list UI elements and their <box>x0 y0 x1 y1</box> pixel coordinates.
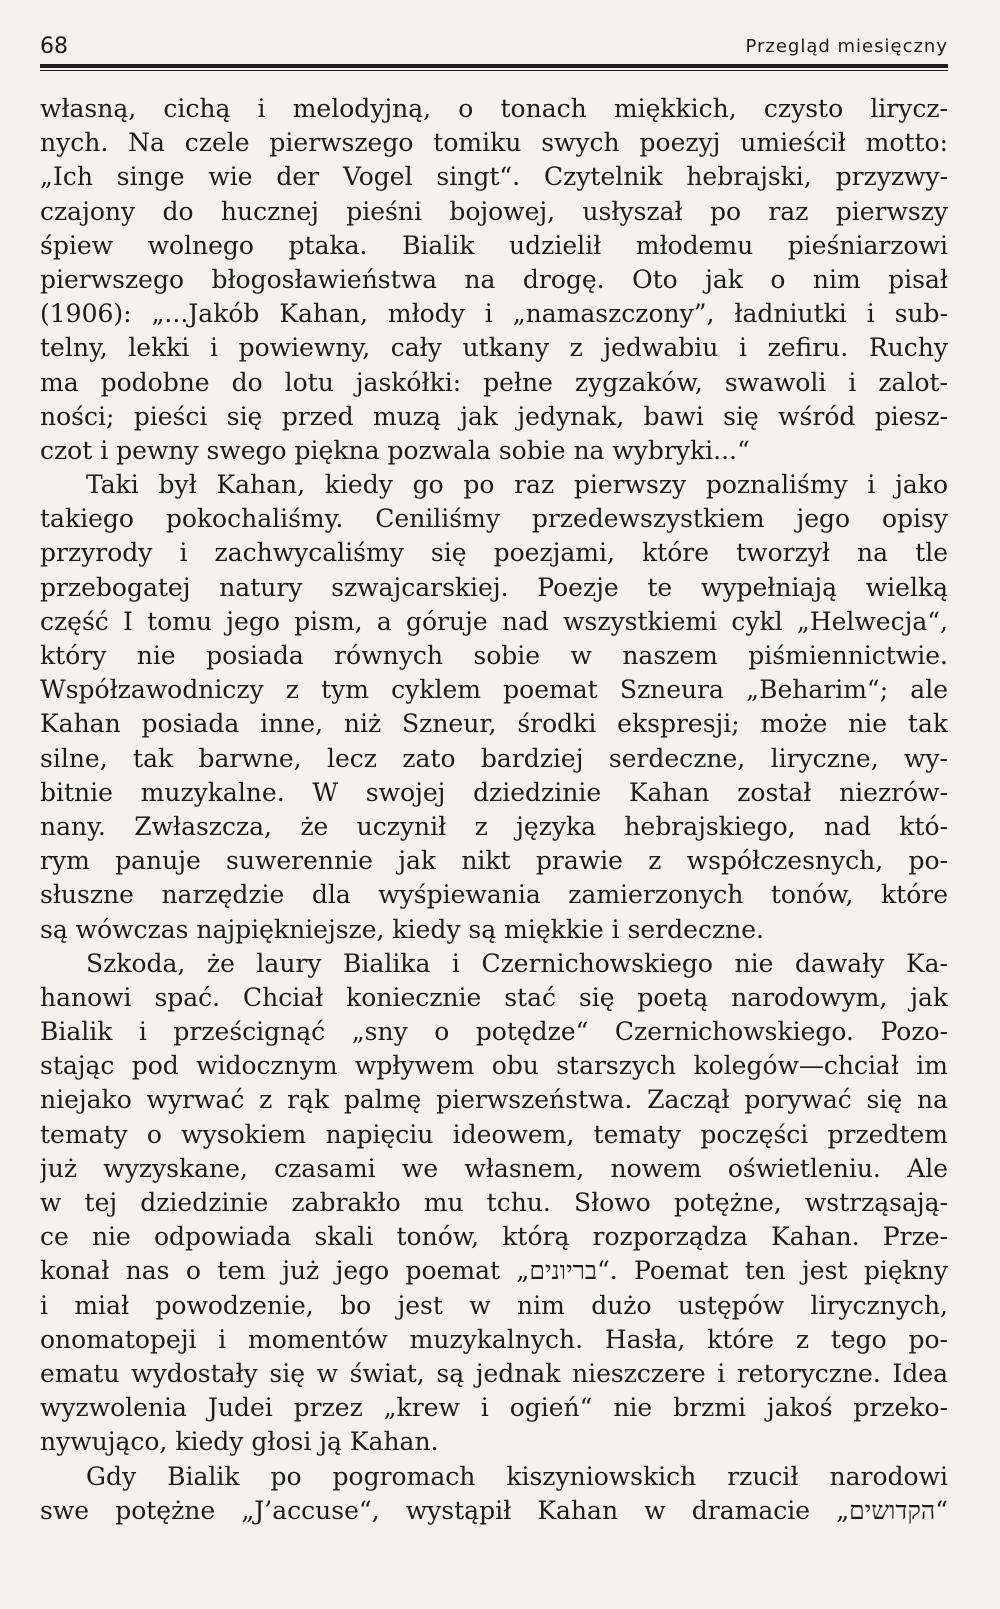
text-line: czajony do hucznej pieśni bojowej, usłyszał po raz pierwszy <box>40 196 948 226</box>
text-line: śpiew wolnego ptaka. Bialik udzielił młodemu pieśniarzowi <box>40 230 948 260</box>
page-number: 68 <box>40 34 68 59</box>
text-line: Taki był Kahan, kiedy go po raz pierwszy poznaliśmy i jako <box>86 470 948 500</box>
running-title: Przegląd miesięczny <box>745 36 948 57</box>
text-line: „Ich singe wie der Vogel singt“. Czytelnik hebrajski, przyzwy- <box>40 162 948 192</box>
text-line: stając pod widocznym wpływem obu starszych kolegów—chciał im <box>40 1051 948 1081</box>
text-line: przebogatej natury szwajcarskiej. Poezje te wypełniają wielką <box>40 572 948 602</box>
text-line: niejako wyrwać z rąk palmę pierwszeństwa. Zaczął porywać się na <box>40 1085 948 1115</box>
text-line: część I tomu jego pism, a góruje nad wszystkiemi cykl „Helwecja“, <box>40 606 948 636</box>
text-line: tematy o wysokiem napięciu ideowem, tematy poczęści przedtem <box>40 1119 948 1149</box>
text-line: nany. Zwłaszcza, że uczynił z języka hebrajskiego, nad któ- <box>40 811 948 841</box>
page-header <box>40 28 948 62</box>
text-line: Współzawodniczy z tym cyklem poemat Szneura „Beharim“; ale <box>40 675 948 705</box>
text-line: który nie posiada równych sobie w naszem piśmiennictwie. <box>40 641 948 670</box>
text-line: nych. Na czele pierwszego tomiku swych poezyj umieścił motto: <box>40 128 948 158</box>
text-line: ma podobne do lotu jaskółki: pełne zygzaków, swawoli i zalot- <box>40 367 948 397</box>
text-line: własną, cichą i melodyjną, o tonach miękkich, czysto lirycz- <box>40 94 948 123</box>
text-line: swe potężne „J’accuse“, wystąpił Kahan w dramacie „הקדושים“ <box>40 1495 948 1525</box>
text-line: pierwszego błogosławieństwa na drogę. Oto jak o nim pisał <box>40 264 948 294</box>
text-line: Gdy Bialik po pogromach kiszyniowskich rzucił narodowi <box>86 1461 948 1491</box>
text-line: konał nas o tem już jego poemat „בריונים“. Poemat ten jest piękny <box>40 1256 948 1286</box>
text-line: ematu wydostały się w świat, są jednak nieszczere i retoryczne. Idea <box>40 1358 948 1388</box>
text-line: telny, lekki i powiewny, cały utkany z jedwabiu i zefiru. Ruchy <box>40 333 948 363</box>
text-line: są wówczas najpiękniejsze, kiedy są miękkie i serdeczne. <box>40 914 764 944</box>
text-line: Szkoda, że laury Bialika i Czernichowskiego nie dawały Ka- <box>86 948 948 978</box>
text-line: przyrody i zachwycaliśmy się poezjami, które tworzył na tle <box>40 538 948 568</box>
text-line: Bialik i prześcignąć „sny o potędze“ Czernichowskiego. Pozo- <box>40 1017 948 1047</box>
text-line: nywująco, kiedy głosi ją Kahan. <box>40 1427 439 1457</box>
text-line: takiego pokochaliśmy. Ceniliśmy przedewszystkiem jego opisy <box>40 504 948 534</box>
text-line: i miał powodzenie, bo jest w nim dużo ustępów lirycznych, <box>40 1290 948 1320</box>
text-line: bitnie muzykalne. W swojej dziedzinie Kahan został niezrów- <box>40 777 948 807</box>
text-line: (1906): „...Jakób Kahan, młody i „namaszczony”, ładniutki i sub- <box>40 299 948 329</box>
text-line: wyzwolenia Judei przez „krew i ogień“ nie brzmi jakoś przeko- <box>40 1393 948 1423</box>
text-line: czot i pewny swego piękna pozwala sobie na wybryki...“ <box>40 435 750 465</box>
text-line: onomatopeji i momentów muzykalnych. Hasła, które z tego po- <box>40 1324 948 1354</box>
text-line: już wyzyskane, czasami we własnem, nowem oświetleniu. Ale <box>40 1153 948 1183</box>
text-line: rym panuje suwerennie jak nikt prawie z współczesnych, po- <box>40 846 948 876</box>
header-rule <box>40 64 948 68</box>
text-line: ce nie odpowiada skali tonów, którą rozporządza Kahan. Prze- <box>40 1222 948 1252</box>
body-text <box>40 92 948 1528</box>
text-line: ności; pieści się przed muzą jak jedynak, bawi się wśród piesz- <box>40 401 948 431</box>
header-rule-thin <box>40 70 948 71</box>
text-line: silne, tak barwne, lecz zato bardziej serdeczne, liryczne, wy- <box>40 743 948 773</box>
text-line: Kahan posiada inne, niż Szneur, środki ekspresji; może nie tak <box>40 709 948 739</box>
text-line: w tej dziedzinie zabrakło mu tchu. Słowo potężne, wstrząsają- <box>40 1188 948 1217</box>
text-line: hanowi spać. Chciał koniecznie stać się poetą narodowym, jak <box>40 982 948 1012</box>
text-line: słuszne narzędzie dla wyśpiewania zamierzonych tonów, które <box>40 880 948 910</box>
